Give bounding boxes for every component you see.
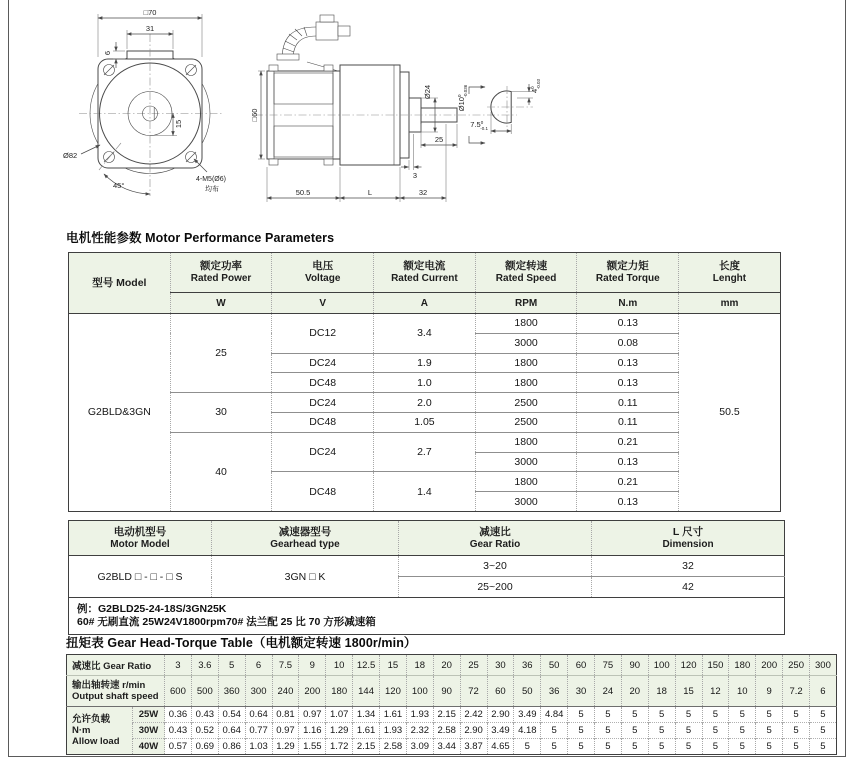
- table-row: 30 DC24 2.0 2500 0.11: [69, 393, 781, 413]
- torque-value-cell: 5: [648, 723, 675, 739]
- torque-value-cell: 0.97: [299, 707, 326, 723]
- dim-flange-side: □70: [143, 8, 157, 17]
- perf-col-torque: 额定力矩 Rated Torque: [577, 253, 679, 293]
- torque-value-cell: 500: [191, 676, 218, 707]
- torque-value-cell: 3.09: [406, 739, 433, 755]
- torque-value-cell: 120: [675, 655, 702, 676]
- torque-value-cell: 1.72: [326, 739, 353, 755]
- torque-value-cell: 300: [810, 655, 837, 676]
- torque-value-cell: 0.43: [165, 723, 192, 739]
- torque-value-cell: 2.90: [460, 723, 487, 739]
- torque-value-cell: 3: [165, 655, 192, 676]
- torque-value-cell: 5: [568, 739, 595, 755]
- torque-value-cell: 5: [648, 707, 675, 723]
- torque-row-ratio: [67, 655, 837, 676]
- table-row: 3000 0.08: [69, 333, 781, 353]
- torque-value-cell: 60: [568, 655, 595, 676]
- dim-hub: 15: [174, 119, 183, 129]
- torque-value-cell: 7.5: [272, 655, 299, 676]
- torque-value-cell: 5: [621, 707, 648, 723]
- table-row: DC48 1.4 1800 0.21: [69, 472, 781, 492]
- torque-value-cell: 5: [568, 707, 595, 723]
- torque-value-cell: 0.69: [191, 739, 218, 755]
- torque-value-cell: 600: [165, 676, 192, 707]
- torque-row-speed: [67, 676, 837, 707]
- perf-col-speed: 额定转速 Rated Speed: [475, 253, 577, 293]
- torque-value-cell: 1.61: [353, 723, 380, 739]
- gear-col-gear-ratio: 减速比 Gear Ratio: [399, 521, 592, 556]
- torque-value-cell: 180: [326, 676, 353, 707]
- dim-boss-dia: Ø24: [423, 84, 432, 100]
- torque-value-cell: 1.93: [380, 723, 407, 739]
- torque-value-cell: 6: [810, 676, 837, 707]
- torque-value-cell: 5: [756, 739, 783, 755]
- dim-body-dia: Ø82: [63, 151, 78, 160]
- torque-value-cell: 5: [568, 723, 595, 739]
- dim-flat-height: $4^0-0.03$: [530, 79, 541, 93]
- torque-value-cell: 120: [380, 676, 407, 707]
- torque-value-cell: 75: [595, 655, 622, 676]
- torque-row-load-0: [67, 707, 837, 723]
- torque-value-cell: 60: [487, 676, 514, 707]
- torque-value-cell: 1.07: [326, 707, 353, 723]
- torque-value-cell: 1.03: [245, 739, 272, 755]
- dim-shaft-len: 25: [434, 135, 444, 144]
- torque-value-cell: 15: [380, 655, 407, 676]
- perf-unit-length: mm: [679, 293, 781, 314]
- torque-value-cell: 5: [810, 723, 837, 739]
- torque-value-cell: 1.55: [299, 739, 326, 755]
- dim-out-len: 32: [418, 188, 428, 197]
- table-row: DC48 1.05 2500 0.11: [69, 412, 781, 432]
- technical-drawing: [55, 2, 575, 220]
- torque-value-cell: 18: [648, 676, 675, 707]
- dim-angle: 45°: [113, 181, 125, 190]
- torque-value-cell: 2.15: [353, 739, 380, 755]
- torque-value-cell: 1.93: [406, 707, 433, 723]
- torque-value-cell: 12: [702, 676, 729, 707]
- torque-value-cell: 1.16: [299, 723, 326, 739]
- perf-table-title: 电机性能参数 Motor Performance Parameters: [66, 231, 335, 245]
- torque-value-cell: 5: [729, 723, 756, 739]
- torque-value-cell: 5: [702, 739, 729, 755]
- torque-value-cell: 5: [514, 739, 541, 755]
- torque-value-cell: 9: [756, 676, 783, 707]
- table-row: G2BLD □ - □ - □ S 3GN □ K 3~20 32: [69, 556, 785, 577]
- table-row: DC24 1.9 1800 0.13: [69, 353, 781, 373]
- torque-value-cell: 50: [541, 655, 568, 676]
- dim-shaft-dia: $Ø10^0-0.036$: [457, 84, 468, 112]
- perf-col-voltage: 电压 Voltage: [272, 253, 374, 293]
- table-row: 3000 0.13: [69, 492, 781, 512]
- torque-load-25w-label: 25W: [133, 707, 165, 723]
- perf-unit-speed: RPM: [475, 293, 577, 314]
- torque-value-cell: 9: [299, 655, 326, 676]
- torque-value-cell: 5: [783, 723, 810, 739]
- torque-value-cell: 5: [702, 707, 729, 723]
- torque-row-load-1: [67, 723, 837, 739]
- table-row: 40 DC24 2.7 1800 0.21: [69, 432, 781, 452]
- perf-unit-current: A: [374, 293, 476, 314]
- gear-col-dimension: L 尺寸 Dimension: [592, 521, 785, 556]
- torque-value-cell: 1.61: [380, 707, 407, 723]
- table-row: 3000 0.13: [69, 452, 781, 472]
- torque-value-cell: 100: [406, 676, 433, 707]
- torque-value-cell: 5: [675, 739, 702, 755]
- torque-value-cell: 0.64: [218, 723, 245, 739]
- dim-gear-len: L: [367, 188, 373, 197]
- perf-unit-torque: N.m: [577, 293, 679, 314]
- torque-value-cell: 0.77: [245, 723, 272, 739]
- torque-value-cell: 12.5: [353, 655, 380, 676]
- perf-col-power: 额定功率 Rated Power: [170, 253, 272, 293]
- torque-value-cell: 30: [568, 676, 595, 707]
- torque-value-cell: 5: [621, 739, 648, 755]
- torque-value-cell: 36: [541, 676, 568, 707]
- torque-value-cell: 3.49: [487, 723, 514, 739]
- length-cell: 50.5: [679, 314, 781, 512]
- torque-value-cell: 18: [406, 655, 433, 676]
- torque-table-title: 扭矩表 Gear Head-Torque Table（电机额定转速 1800r/min）: [66, 636, 417, 650]
- torque-value-cell: 5: [675, 723, 702, 739]
- torque-value-cell: 5: [756, 707, 783, 723]
- torque-value-cell: 150: [702, 655, 729, 676]
- dim-holes: 4-M5(Ø6): [196, 176, 226, 183]
- table-row: DC48 1.0 1800 0.13: [69, 373, 781, 393]
- torque-value-cell: 20: [621, 676, 648, 707]
- gear-col-gearhead-type: 减速器型号 Gearhead type: [212, 521, 399, 556]
- torque-table: [66, 654, 837, 755]
- perf-unit-voltage: V: [272, 293, 374, 314]
- torque-value-cell: 0.43: [191, 707, 218, 723]
- torque-value-cell: 3.6: [191, 655, 218, 676]
- model-cell: G2BLD&3GN: [87, 406, 151, 419]
- torque-value-cell: 180: [729, 655, 756, 676]
- gear-col-motor-model: 电动机型号 Motor Model: [69, 521, 212, 556]
- gearhead-note-line2: 60# 无刷直流 25W24V1800rpm70# 法兰配 25 比 70 方形减速箱: [77, 616, 376, 628]
- torque-value-cell: 5: [702, 723, 729, 739]
- torque-value-cell: 3.49: [514, 707, 541, 723]
- torque-value-cell: 0.64: [245, 707, 272, 723]
- torque-value-cell: 72: [460, 676, 487, 707]
- torque-value-cell: 0.36: [165, 707, 192, 723]
- torque-value-cell: 5: [675, 707, 702, 723]
- torque-value-cell: 4.65: [487, 739, 514, 755]
- dim-top-height: 6: [103, 50, 112, 56]
- torque-ratio-label: 减速比 Gear Ratio: [67, 655, 165, 676]
- torque-value-cell: 5: [729, 707, 756, 723]
- torque-value-cell: 4.84: [541, 707, 568, 723]
- torque-value-cell: 5: [810, 739, 837, 755]
- torque-value-cell: 5: [756, 723, 783, 739]
- torque-value-cell: 1.29: [272, 739, 299, 755]
- gear-gearhead-type: 3GN □ K: [212, 556, 399, 598]
- torque-value-cell: 2.58: [433, 723, 460, 739]
- torque-value-cell: 2.15: [433, 707, 460, 723]
- torque-value-cell: 5: [218, 655, 245, 676]
- torque-value-cell: 4.18: [514, 723, 541, 739]
- front-view: [63, 8, 226, 196]
- torque-value-cell: 20: [433, 655, 460, 676]
- torque-value-cell: 2.90: [487, 707, 514, 723]
- torque-value-cell: 30: [487, 655, 514, 676]
- table-row: G2BLD&3GN 25 DC12 3.4 1800 0.13 50.5: [69, 314, 781, 334]
- torque-value-cell: 200: [756, 655, 783, 676]
- dim-top-width: 31: [145, 24, 155, 33]
- torque-value-cell: 25: [460, 655, 487, 676]
- dim-frame: □60: [250, 108, 259, 122]
- torque-value-cell: 200: [299, 676, 326, 707]
- torque-value-cell: 2.58: [380, 739, 407, 755]
- gearhead-table: [68, 520, 785, 635]
- dim-step: 3: [412, 171, 418, 180]
- torque-value-cell: 5: [783, 707, 810, 723]
- torque-value-cell: 5: [648, 739, 675, 755]
- torque-value-cell: 0.54: [218, 707, 245, 723]
- cable-connector: [277, 15, 350, 71]
- torque-value-cell: 0.97: [272, 723, 299, 739]
- torque-value-cell: 2.32: [406, 723, 433, 739]
- torque-value-cell: 5: [595, 739, 622, 755]
- torque-value-cell: 3.44: [433, 739, 460, 755]
- torque-value-cell: 2.42: [460, 707, 487, 723]
- torque-speed-label: 输出轴转速 r/min Output shaft speed: [67, 676, 165, 707]
- perf-col-model: 型号 Model: [69, 253, 171, 314]
- torque-value-cell: 100: [648, 655, 675, 676]
- torque-load-30w-label: 30W: [133, 723, 165, 739]
- table-row: 25~200 42: [69, 577, 785, 598]
- torque-value-cell: 5: [595, 723, 622, 739]
- perf-col-length: 长度 Lenght: [679, 253, 781, 293]
- torque-value-cell: 5: [621, 723, 648, 739]
- torque-value-cell: 10: [729, 676, 756, 707]
- torque-value-cell: 5: [783, 739, 810, 755]
- torque-value-cell: 0.52: [191, 723, 218, 739]
- torque-value-cell: 360: [218, 676, 245, 707]
- torque-value-cell: 24: [595, 676, 622, 707]
- torque-value-cell: 5: [541, 739, 568, 755]
- torque-value-cell: 1.34: [353, 707, 380, 723]
- torque-value-cell: 5: [729, 739, 756, 755]
- torque-value-cell: 300: [245, 676, 272, 707]
- torque-value-cell: 50: [514, 676, 541, 707]
- motor-performance-table: [68, 252, 781, 512]
- torque-value-cell: 15: [675, 676, 702, 707]
- torque-value-cell: 240: [272, 676, 299, 707]
- side-view: [250, 15, 517, 202]
- gear-motor-model: G2BLD □ - □ - □ S: [97, 570, 183, 583]
- dim-flat: $7.5^0$ -0.1: [470, 120, 488, 131]
- dim-motor-len: 50.5: [295, 188, 311, 197]
- torque-value-cell: 0.57: [165, 739, 192, 755]
- perf-col-current: 额定电流 Rated Current: [374, 253, 476, 293]
- torque-value-cell: 144: [353, 676, 380, 707]
- torque-value-cell: 0.86: [218, 739, 245, 755]
- torque-value-cell: 5: [595, 707, 622, 723]
- torque-value-cell: 1.29: [326, 723, 353, 739]
- torque-value-cell: 90: [433, 676, 460, 707]
- dim-holes-note: 均布: [205, 186, 219, 193]
- table-row: [69, 598, 785, 635]
- gearhead-note-line1: 例：G2BLD25-24-18S/3GN25K: [77, 603, 227, 615]
- torque-value-cell: 36: [514, 655, 541, 676]
- torque-value-cell: 250: [783, 655, 810, 676]
- torque-value-cell: 3.87: [460, 739, 487, 755]
- torque-value-cell: 6: [245, 655, 272, 676]
- torque-value-cell: 0.81: [272, 707, 299, 723]
- torque-value-cell: 90: [621, 655, 648, 676]
- perf-unit-power: W: [170, 293, 272, 314]
- torque-value-cell: 5: [810, 707, 837, 723]
- gearhead-note: [69, 598, 785, 635]
- torque-value-cell: 5: [541, 723, 568, 739]
- torque-load-40w-label: 40W: [133, 739, 165, 755]
- torque-value-cell: 10: [326, 655, 353, 676]
- torque-load-label: 允许负载 N·m Allow load: [67, 707, 133, 755]
- torque-row-load-2: [67, 739, 837, 755]
- torque-value-cell: 7.2: [783, 676, 810, 707]
